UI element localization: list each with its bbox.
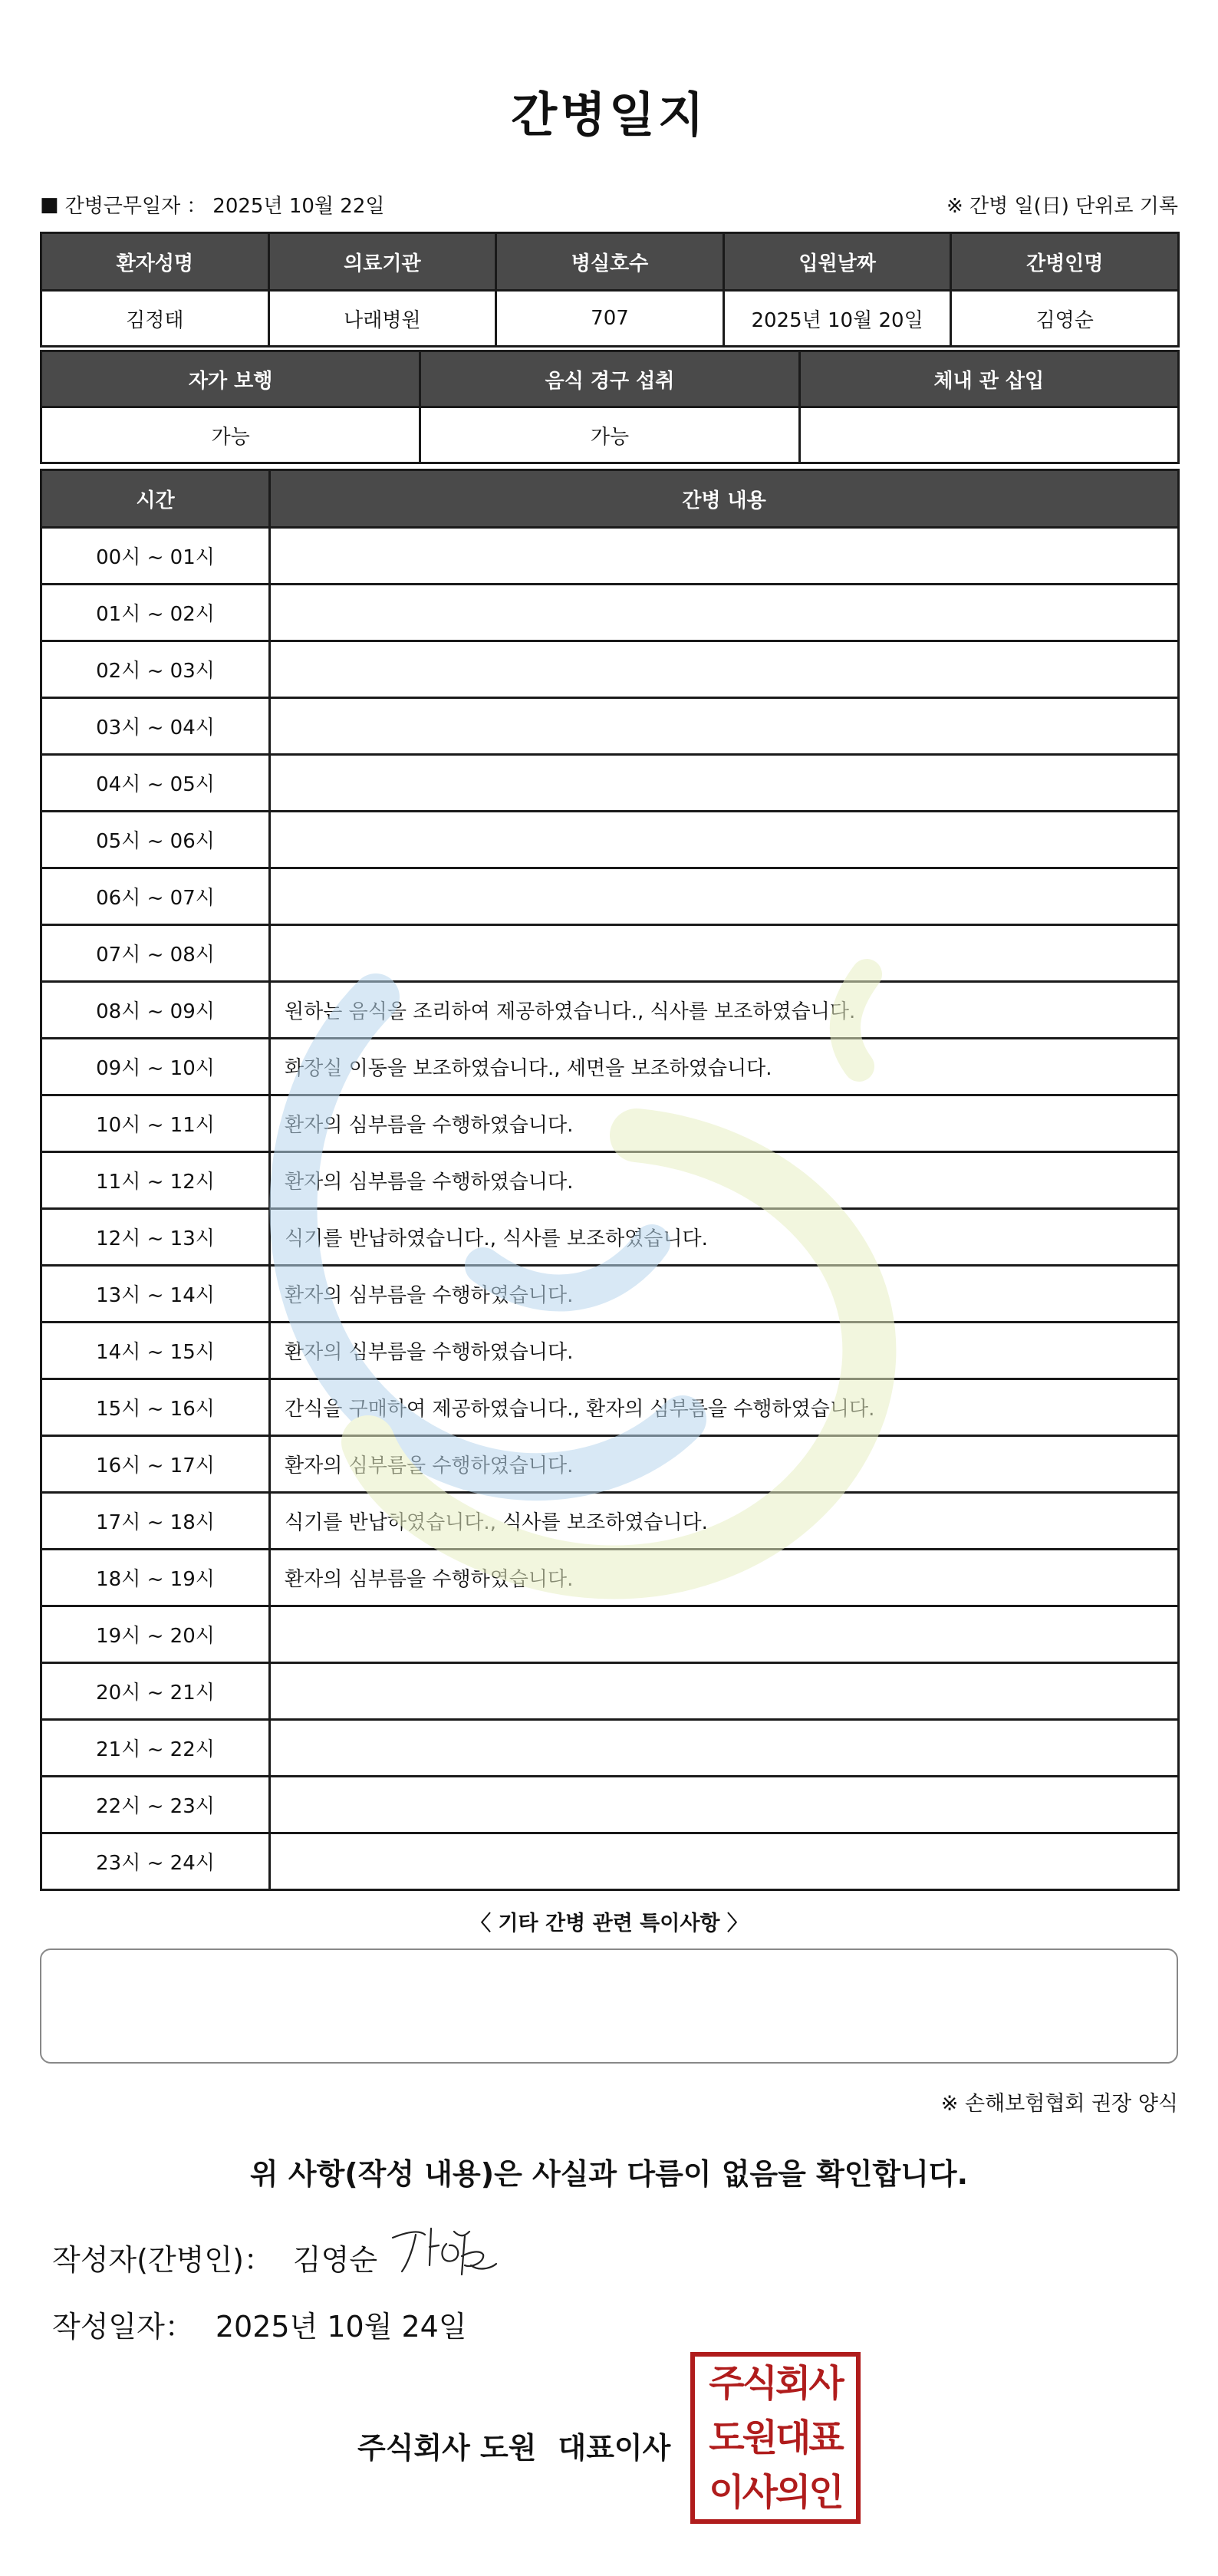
special-notes-box[interactable] xyxy=(40,1948,1178,2064)
care-content-cell[interactable]: 식기를 반납하였습니다., 식사를 보조하였습니다. xyxy=(270,1493,1179,1550)
care-log-row xyxy=(41,1833,1179,1890)
time-slot: 21시 ~ 22시 xyxy=(41,1720,270,1777)
care-content-cell[interactable] xyxy=(270,528,1179,585)
time-slot: 02시 ~ 03시 xyxy=(41,641,270,698)
company-representative-title: 대표이사 xyxy=(558,2431,671,2465)
time-slot: 14시 ~ 15시 xyxy=(41,1323,270,1379)
writer-label: 작성자(간병인)： xyxy=(52,2243,273,2277)
patient-info-table xyxy=(40,232,1180,348)
care-content-cell[interactable] xyxy=(270,1833,1179,1890)
care-content-cell[interactable]: 환자의 심부름을 수행하였습니다. xyxy=(270,1095,1179,1152)
square-bullet-icon: ■ xyxy=(40,193,59,216)
time-slot: 19시 ~ 20시 xyxy=(41,1606,270,1663)
self-walking-header: 자가 보행 xyxy=(41,351,420,407)
care-content-cell[interactable]: 환자의 심부름을 수행하였습니다. xyxy=(270,1266,1179,1323)
care-log-row xyxy=(41,1663,1179,1720)
care-log-row xyxy=(41,868,1179,925)
admission-date-header: 입원날짜 xyxy=(723,233,951,291)
work-date xyxy=(40,190,385,219)
care-content-cell[interactable] xyxy=(270,585,1179,641)
care-content-cell[interactable]: 환자의 심부름을 수행하였습니다. xyxy=(270,1436,1179,1493)
room-number-value: 707 xyxy=(496,291,724,347)
care-content-cell[interactable] xyxy=(270,812,1179,868)
care-content-cell[interactable] xyxy=(270,925,1179,982)
company-seal-stamp xyxy=(690,2352,861,2524)
oral-intake-header: 음식 경구 섭취 xyxy=(420,351,799,407)
care-content-cell[interactable] xyxy=(270,698,1179,755)
care-log-row xyxy=(41,1379,1179,1436)
care-log-body xyxy=(41,528,1179,1890)
patient-name-value: 김정태 xyxy=(41,291,269,347)
patient-name-header: 환자성명 xyxy=(41,233,269,291)
care-log-row xyxy=(41,1323,1179,1379)
care-log-row xyxy=(41,812,1179,868)
care-content-cell[interactable]: 식기를 반납하였습니다., 식사를 보조하였습니다. xyxy=(270,1209,1179,1266)
care-content-cell[interactable]: 환자의 심부름을 수행하였습니다. xyxy=(270,1323,1179,1379)
time-slot: 04시 ~ 05시 xyxy=(41,755,270,812)
care-content-cell[interactable]: 환자의 심부름을 수행하였습니다. xyxy=(270,1152,1179,1209)
care-log-row xyxy=(41,528,1179,585)
time-slot: 10시 ~ 11시 xyxy=(41,1095,270,1152)
care-log-row xyxy=(41,1777,1179,1833)
oral-intake-value: 가능 xyxy=(420,407,799,463)
time-slot: 08시 ~ 09시 xyxy=(41,982,270,1039)
time-header: 시간 xyxy=(41,470,270,528)
work-date-separator: ： xyxy=(186,195,207,218)
time-slot: 00시 ~ 01시 xyxy=(41,528,270,585)
recommended-form-note: ※ 손해보험협회 권장 양식 xyxy=(940,2092,1178,2116)
writer-name: 김영순 xyxy=(292,2243,378,2277)
work-date-value: 2025년 10월 22일 xyxy=(212,195,385,218)
caregiver-name-header: 간병인명 xyxy=(951,233,1179,291)
hospital-value: 나래병원 xyxy=(268,291,496,347)
care-log-row xyxy=(41,1095,1179,1152)
written-date-row xyxy=(52,2303,467,2345)
care-content-cell[interactable] xyxy=(270,1606,1179,1663)
time-slot: 12시 ~ 13시 xyxy=(41,1209,270,1266)
patient-info-value-row xyxy=(41,291,1179,347)
care-log-row xyxy=(41,698,1179,755)
work-date-label: 간병근무일자 xyxy=(64,195,181,218)
company-name: 주식회사 도원 xyxy=(357,2431,537,2465)
room-number-header: 병실호수 xyxy=(496,233,724,291)
care-log-row xyxy=(41,1266,1179,1323)
caregiver-name-value: 김영순 xyxy=(951,291,1179,347)
care-log-row xyxy=(41,1550,1179,1606)
time-slot: 23시 ~ 24시 xyxy=(41,1833,270,1890)
care-content-cell[interactable]: 간식을 구매하여 제공하였습니다., 환자의 심부름을 수행하였습니다. xyxy=(270,1379,1179,1436)
time-slot: 06시 ~ 07시 xyxy=(41,868,270,925)
care-log-row xyxy=(41,1606,1179,1663)
patient-info-header-row xyxy=(41,233,1179,291)
care-content-cell[interactable]: 화장실 이동을 보조하였습니다., 세면을 보조하였습니다. xyxy=(270,1039,1179,1095)
care-log-row xyxy=(41,925,1179,982)
care-log-row xyxy=(41,641,1179,698)
care-log-row xyxy=(41,982,1179,1039)
care-content-cell[interactable] xyxy=(270,1777,1179,1833)
care-log-row xyxy=(41,1493,1179,1550)
tube-insertion-header: 체내 관 삽입 xyxy=(799,351,1178,407)
time-slot: 16시 ~ 17시 xyxy=(41,1436,270,1493)
time-slot: 03시 ~ 04시 xyxy=(41,698,270,755)
care-log-row xyxy=(41,585,1179,641)
care-log-header-row xyxy=(41,470,1179,528)
care-content-cell[interactable] xyxy=(270,868,1179,925)
care-log-row xyxy=(41,1720,1179,1777)
care-log-row xyxy=(41,1436,1179,1493)
confirmation-statement: 위 사항(작성 내용)은 사실과 다름이 없음을 확인합니다. xyxy=(249,2157,969,2191)
care-content-cell[interactable]: 원하는 음식을 조리하여 제공하였습니다., 식사를 보조하였습니다. xyxy=(270,982,1179,1039)
time-slot: 09시 ~ 10시 xyxy=(41,1039,270,1095)
seal-line: 이사의인 xyxy=(709,2470,842,2514)
company-signoff xyxy=(357,2424,670,2466)
written-date-label: 작성일자： xyxy=(52,2310,194,2344)
seal-line: 도원대표 xyxy=(709,2416,842,2459)
time-slot: 13시 ~ 14시 xyxy=(41,1266,270,1323)
care-log-table xyxy=(40,469,1180,1891)
time-slot: 18시 ~ 19시 xyxy=(41,1550,270,1606)
care-content-cell[interactable] xyxy=(270,755,1179,812)
care-log-row xyxy=(41,1039,1179,1095)
time-slot: 05시 ~ 06시 xyxy=(41,812,270,868)
admission-date-value: 2025년 10월 20일 xyxy=(723,291,951,347)
time-slot: 17시 ~ 18시 xyxy=(41,1493,270,1550)
patient-status-table xyxy=(40,350,1180,464)
special-notes-title: 〈 기타 간병 관련 특이사항 〉 xyxy=(470,1912,748,1935)
written-date-value: 2025년 10월 24일 xyxy=(215,2310,467,2344)
time-slot: 15시 ~ 16시 xyxy=(41,1379,270,1436)
care-content-cell[interactable] xyxy=(270,1663,1179,1720)
time-slot: 07시 ~ 08시 xyxy=(41,925,270,982)
care-content-cell[interactable] xyxy=(270,1720,1179,1777)
time-slot: 01시 ~ 02시 xyxy=(41,585,270,641)
unit-note: ※ 간병 일(日) 단위로 기록 xyxy=(946,195,1178,218)
handwritten-signature xyxy=(385,2221,500,2282)
time-slot: 11시 ~ 12시 xyxy=(41,1152,270,1209)
care-content-cell[interactable] xyxy=(270,641,1179,698)
patient-status-value-row xyxy=(41,407,1179,463)
page-title: 간병일지 xyxy=(511,87,707,143)
patient-status-header-row xyxy=(41,351,1179,407)
hospital-header: 의료기관 xyxy=(268,233,496,291)
care-content-header: 간병 내용 xyxy=(270,470,1179,528)
care-log-row xyxy=(41,755,1179,812)
seal-line: 주식회사 xyxy=(709,2362,842,2406)
care-log-row xyxy=(41,1152,1179,1209)
writer-row xyxy=(52,2236,377,2278)
time-slot: 20시 ~ 21시 xyxy=(41,1663,270,1720)
tube-insertion-value xyxy=(799,407,1178,463)
care-content-cell[interactable]: 환자의 심부름을 수행하였습니다. xyxy=(270,1550,1179,1606)
self-walking-value: 가능 xyxy=(41,407,420,463)
time-slot: 22시 ~ 23시 xyxy=(41,1777,270,1833)
care-log-row xyxy=(41,1209,1179,1266)
